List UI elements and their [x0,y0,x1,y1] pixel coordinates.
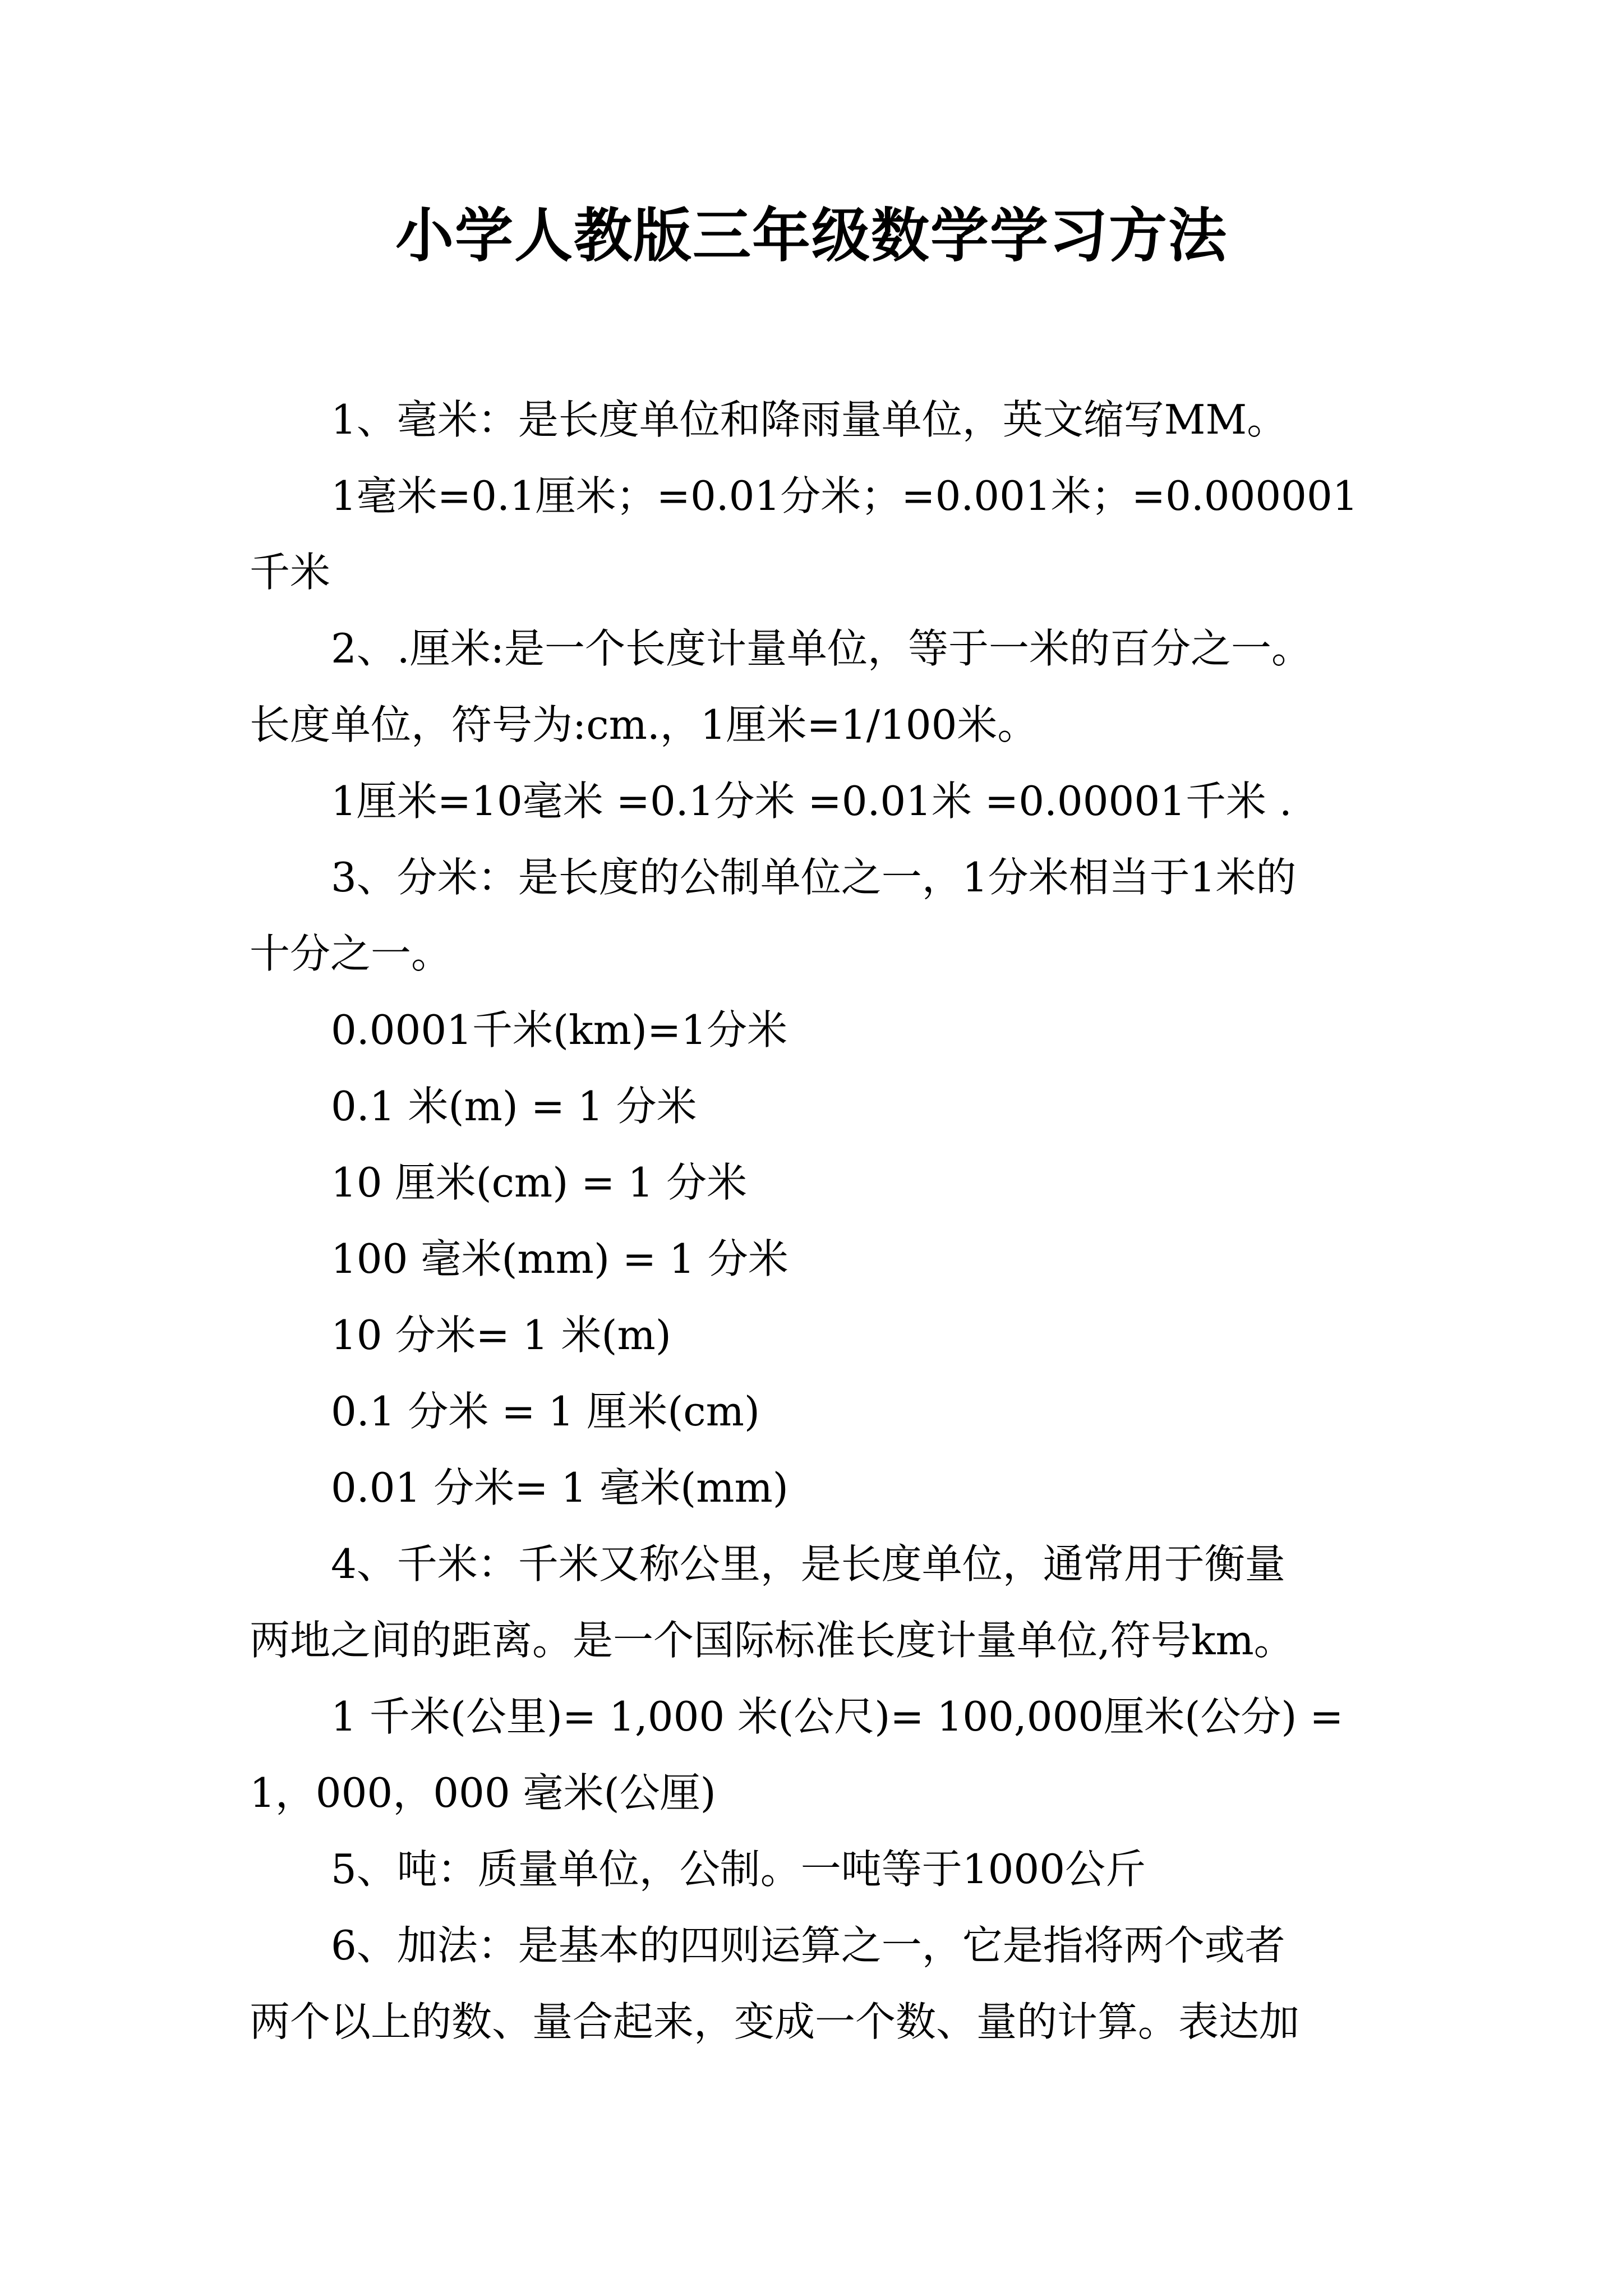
text-line: 0.1 米(m) = 1 分米 [331,1083,697,1130]
text-line: 6、加法：是基本的四则运算之一，它是指将两个或者 [331,1922,1285,1969]
text-line: 2、.厘米:是一个长度计量单位，等于一米的百分之一。 [331,625,1312,672]
text-line: 两个以上的数、量合起来，变成一个数、量的计算。表达加 [250,1998,1300,2045]
text-line: 十分之一。 [250,930,452,977]
text-line: 100 毫米(mm) = 1 分米 [331,1235,789,1282]
text-line: 10 厘米(cm) = 1 分米 [331,1159,748,1206]
text-line: 1 千米(公里)= 1,000 米(公尺)= 100,000厘米(公分) = [331,1693,1344,1740]
text-line: 1、毫米：是长度单位和降雨量单位，英文缩写MM。 [331,396,1288,443]
text-line: 3、分米：是长度的公制单位之一，1分米相当于1米的 [331,854,1297,901]
text-line: 1，000，000 毫米(公厘) [250,1769,716,1816]
text-line: 0.01 分米= 1 毫米(mm) [331,1464,789,1511]
text-line: 千米 [250,549,331,596]
document-title: 小学人教版三年级数学学习方法 [395,201,1228,270]
text-line: 长度单位，符号为:cm.，1厘米=1/100米。 [250,701,1038,748]
text-line: 0.1 分米 = 1 厘米(cm) [331,1388,760,1435]
text-line: 5、吨：质量单位，公制。一吨等于1000公斤 [331,1846,1146,1893]
text-line: 0.0001千米(km)=1分米 [331,1006,788,1053]
text-line: 1厘米=10毫米 =0.1分米 =0.01米 =0.00001千米 . [331,777,1292,825]
text-line: 1毫米=0.1厘米；=0.01分米；=0.001米；=0.000001 [331,472,1358,519]
text-line: 10 分米= 1 米(m) [331,1312,671,1359]
text-line: 两地之间的距离。是一个国际标准长度计量单位,符号km。 [250,1617,1294,1664]
document-body [250,381,1394,2060]
text-line: 4、千米：千米又称公里，是长度单位，通常用于衡量 [331,1540,1285,1588]
